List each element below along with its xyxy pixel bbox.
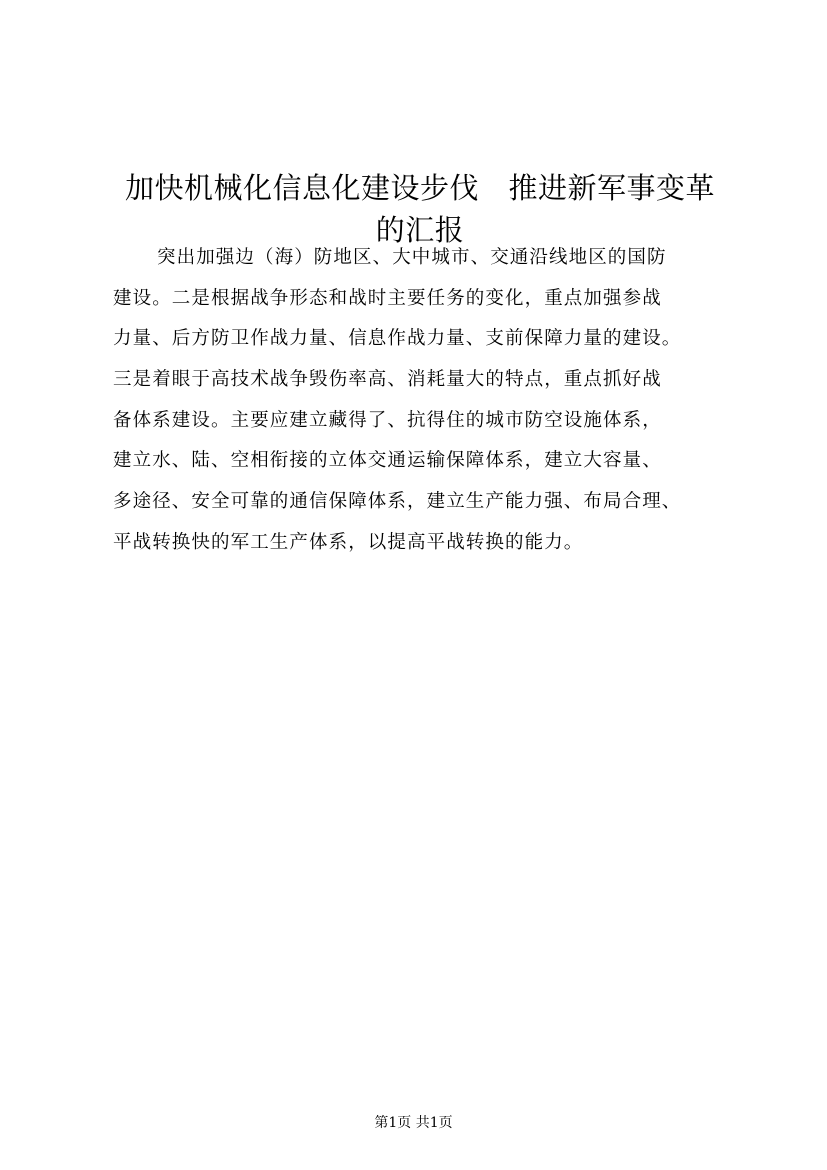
page-number: 第1页 共1页 — [374, 1115, 453, 1131]
body-line-7: 多途径、安全可靠的通信保障体系，建立生产能力强、布局合理、 — [113, 491, 682, 513]
page-footer — [0, 1113, 827, 1133]
body-line-2: 建设。二是根据战争形态和战时主要任务的变化，重点加强参战 — [113, 287, 662, 309]
title-line-1: 加快机械化信息化建设步伐 推进新军事变革 — [124, 171, 715, 206]
body-line-5: 备体系建设。主要应建立藏得了、抗得住的城市防空设施体系， — [113, 409, 662, 431]
body-line-3: 力量、后方防卫作战力量、信息作战力量、支前保障力量的建设。 — [113, 328, 682, 350]
title-line-2: 的汇报 — [375, 213, 465, 248]
body-line-1: 突出加强边（海）防地区、大中城市、交通沿线地区的国防 — [157, 247, 667, 268]
body-paragraph — [113, 238, 733, 564]
body-line-6: 建立水、陆、空相衔接的立体交通运输保障体系，建立大容量、 — [113, 450, 662, 472]
body-line-4: 三是着眼于高技术战争毁伤率高、消耗量大的特点，重点抓好战 — [113, 369, 662, 391]
body-line-8: 平战转换快的军工生产体系，以提高平战转换的能力。 — [113, 531, 584, 553]
